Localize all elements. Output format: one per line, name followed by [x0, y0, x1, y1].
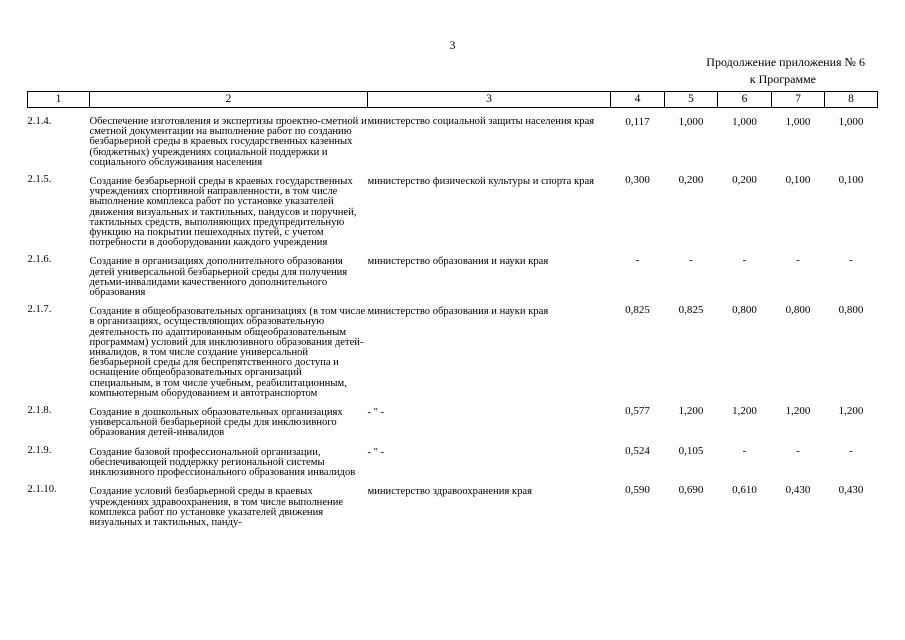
column-header: 7 [772, 92, 825, 108]
row-number: 2.1.4. [27, 116, 52, 127]
executor-name: министерство социальной защиты населения края [367, 116, 595, 127]
appendix-table [27, 91, 878, 535]
value-col-6: 0,610 [732, 484, 757, 497]
value-col-8: 0,430 [838, 484, 864, 497]
value-col-8: 0,800 [838, 304, 864, 317]
row-number: 2.1.5. [27, 174, 52, 186]
row-number: 2.1.7. [27, 304, 52, 316]
measure-name: Создание в дошкольных образовательных организациях универсальной безбарьерной среды для инклюзивного образования детей-инвалидов [89, 407, 343, 439]
value-col-6: - [742, 444, 747, 457]
column-header: 3 [368, 92, 611, 108]
value-col-4: 0,590 [625, 484, 650, 497]
executor-name: министерство физической культуры и спорта края [367, 176, 595, 188]
value-col-5: 1,200 [678, 405, 704, 418]
measure-name: Обеспечение изготовления и экспертизы проектно-сметной и сметной документации на выполнение работ по созданию безбарьерной среды в краевых государственных казенных (бюджетных) учреждениях социальной поддержки и социального обслуживания населения [89, 116, 367, 168]
executor-name: - " - [367, 446, 385, 458]
row-number: 2.1.8. [27, 405, 52, 417]
executor-name: министерство образования и науки края [367, 256, 549, 268]
value-col-8: 1,000 [838, 116, 864, 128]
row-number: 2.1.10. [27, 484, 57, 496]
value-col-8: - [849, 254, 853, 267]
table-row [28, 406, 878, 446]
page-number: 3 [449, 38, 456, 52]
column-header: 8 [825, 92, 878, 108]
value-col-7: 0,100 [785, 174, 811, 187]
program-reference-label: к Программе [749, 72, 816, 86]
value-col-5: - [689, 254, 693, 267]
value-col-4: 0,300 [625, 174, 650, 187]
table-row [28, 446, 878, 486]
column-header: 2 [90, 92, 368, 108]
value-col-5: 0,200 [678, 174, 704, 187]
measure-name: Создание базовой профессиональной организации, обеспечивающей поддержку региональной системы инклюзивного профессионального образования инвалидов [89, 446, 356, 479]
value-col-7: - [796, 254, 800, 267]
table-row [28, 255, 878, 305]
measure-name: Создание в организациях дополнительного образования детей универсальной безбарьерной среды для получения детьми-инвалидами качественного дополнительного образования [89, 256, 348, 299]
value-col-4: - [635, 254, 640, 267]
value-col-4: 0,825 [625, 304, 650, 317]
executor-name: министерство образования и науки края [367, 306, 549, 318]
value-col-4: 0,577 [625, 405, 650, 418]
column-header: 5 [665, 92, 718, 108]
table-row [28, 485, 878, 535]
table-row [28, 175, 878, 255]
table-row [28, 305, 878, 406]
value-col-6: 0,800 [732, 304, 757, 317]
value-col-5: 0,105 [678, 444, 704, 457]
column-header: 4 [611, 92, 665, 108]
value-col-8: 1,200 [838, 405, 864, 418]
value-col-5: 0,825 [678, 304, 704, 317]
column-header: 1 [28, 92, 90, 108]
value-col-7: - [796, 444, 800, 457]
value-col-6: - [742, 254, 747, 267]
column-header: 6 [718, 92, 772, 108]
measure-name: Создание в общеобразовательных организациях (в том числе в организациях, осуществляющих образовательную деятельность по адаптированным общеобразовательным программам) условий для инклюзивного образования детей-инвалидов, в том числе создание универсальной безбарьерной среды для беспрепятственного доступа и оснащение общеобразовательных организаций специальным, в том числе учебным, реабилитационным, компьютерным оборудованием и автотранспортом [89, 306, 366, 399]
value-col-7: 0,430 [785, 484, 811, 497]
value-col-4: 0,524 [625, 444, 650, 457]
value-col-6: 1,000 [732, 116, 757, 128]
value-col-4: 0,117 [625, 116, 650, 128]
executor-name: министерство здравоохранения края [367, 486, 532, 498]
measure-name: Создание условий безбарьерной среды в краевых учреждениях здравоохранения, в том числе выполнение комплекса работ по установке указателей движения визуальных и тактильных, панду- [89, 486, 344, 528]
value-col-7: 1,200 [785, 405, 811, 418]
table-row [28, 108, 878, 176]
row-number: 2.1.6. [27, 254, 52, 266]
appendix-continuation-label: Продолжение приложения № 6 [706, 55, 865, 69]
value-col-5: 0,690 [678, 484, 704, 497]
table-header-row [28, 92, 878, 108]
value-col-8: - [849, 444, 853, 457]
row-number: 2.1.9. [27, 444, 52, 456]
value-col-6: 0,200 [732, 174, 757, 187]
value-col-6: 1,200 [732, 405, 757, 418]
executor-name: - " - [367, 407, 385, 419]
value-col-8: 0,100 [838, 174, 864, 187]
measure-name: Создание безбарьерной среды в краевых государственных учреждениях спортивной направленности, в том числе выполнение комплекса работ по установке указателей движения визуальных и тактильных, пандусов и поручней, тактильных средств, выполняющих предупредительную функцию на покрытии пешеходных путей, с учетом потребности в дооборудовании каждого учреждения [89, 176, 357, 249]
value-col-5: 1,000 [678, 116, 704, 128]
value-col-7: 1,000 [785, 116, 811, 128]
value-col-7: 0,800 [785, 304, 811, 317]
